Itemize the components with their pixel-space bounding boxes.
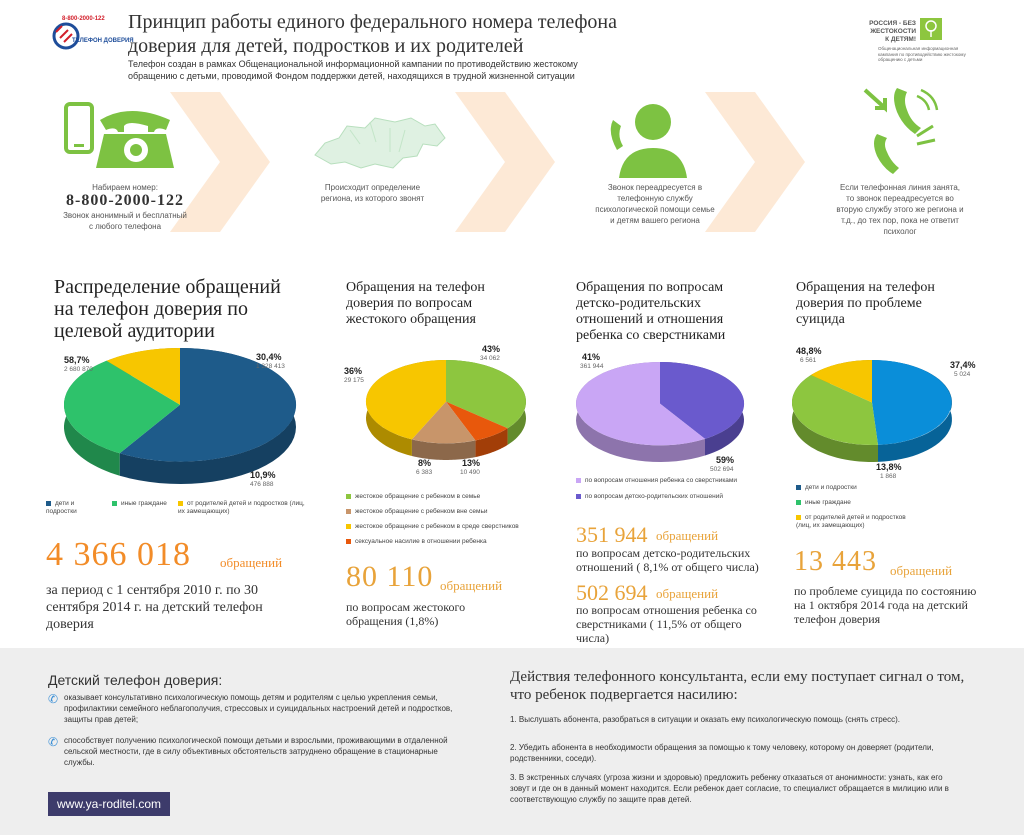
pie3-label-1: 48,8% <box>796 346 822 356</box>
pie0-count-1: 2 680 870 <box>64 366 93 373</box>
step-2-caption: Происходит определение региона, из которого звонят <box>320 183 425 203</box>
pie3-label-2: 37,4% <box>950 360 976 370</box>
tree-icon <box>920 18 942 40</box>
footer-right-item-1: 1. Выслушать абонента, разобраться в ситуации и оказать ему психологическую помощь (снять стресс). <box>510 715 901 724</box>
pie2-count-2: 361 944 <box>580 363 604 370</box>
campaign-logo <box>868 18 978 68</box>
section-1-big-number: 4 366 018 <box>46 536 191 573</box>
legend-2-item-1 <box>346 493 480 501</box>
pie1-count-3: 34 062 <box>480 355 500 362</box>
section-1-title: Распределение обращений на телефон доверия по целевой аудитории <box>54 276 281 342</box>
pie0-count-3: 476 888 <box>250 481 274 488</box>
legend-4-item-2 <box>796 499 851 507</box>
legend-2 <box>346 493 526 553</box>
legend-4-item-1 <box>796 484 857 492</box>
section-4-title: Обращения на телефон доверия по проблеме суицида <box>796 280 935 327</box>
legend-1-item-1 <box>46 500 106 516</box>
pie2-label-1: 59% <box>716 455 735 465</box>
pie1-label-4: 8% <box>418 458 432 468</box>
footer-left-item-2 <box>48 735 458 768</box>
legend-2-item-4 <box>346 538 487 546</box>
legend-swatch <box>796 485 801 490</box>
pie-chart-relations <box>574 360 746 464</box>
pie0-label-1: 58,7% <box>64 355 90 365</box>
pie0-label-2: 30,4% <box>256 352 282 362</box>
legend-1-text-3: от родителей детей и подростков (лиц, их замещающих) <box>178 500 305 515</box>
footer-right-item-2: 2. Убедить абонента в необходимости обращения за помощью к тому человеку, которому он доверяет (родители, родственники, соседи). <box>510 743 934 763</box>
legend-swatch <box>346 539 351 544</box>
step-2 <box>305 110 445 210</box>
step-4 <box>835 82 965 236</box>
logo-phone-text: 8-800-2000-122 <box>62 16 105 22</box>
legend-swatch <box>796 515 801 520</box>
section-4-unit: обращений <box>890 563 953 578</box>
pie0-label-3: 10,9% <box>250 470 276 480</box>
section-4-description: по проблеме суицида по состоянию на 1 октября 2014 года на детский телефон доверия <box>794 584 977 626</box>
section-1-description: за период с 1 сентября 2010 г. по 30 сентября 2014 г. на детский телефон доверия <box>46 583 263 632</box>
pie2-count-1: 502 694 <box>710 466 734 473</box>
logo-text: ТЕЛЕФОН ДОВЕРИЯ <box>72 38 134 44</box>
pie1-label-1: 36% <box>344 366 363 376</box>
step-1-number: 8-800-2000-122 <box>66 192 184 209</box>
legend-4-text-1: дети и подростки <box>805 484 857 491</box>
footer-right-item-3: 3. В экстренных случаях (угроза жизни и здоровью) предложить ребенку отказаться от анонимности: узнать, как его зовут и где он в данный момент находится. Если ребенок дает согласие, то специалист обращается в милицию или в соответствующую службу по защите прав детей. <box>510 773 949 804</box>
footer-left-title: Детский телефон доверия: <box>48 672 223 688</box>
section-3-desc-1: по вопросам детско-родительских отношений ( 8,1% от общего числа) <box>576 546 759 574</box>
section-2-big-number: 80 110 <box>346 560 434 593</box>
legend-2-text-4: сексуальное насилие в отношении ребенка <box>355 538 487 545</box>
footer-left-text-1: оказывает консультативно психологическую помощь детям и родителям с целью укрепления семьи, профилактики семейного неблагополучия, стрессовых и суицидальных настроений детей и подростков, защиты прав детей; <box>64 693 453 724</box>
section-2-description: по вопросам жестокого обращения (1,8%) <box>346 600 466 628</box>
pie2-label-2: 41% <box>582 352 601 362</box>
legend-3-text-2: по вопросам детско-родительских отношений <box>585 493 723 500</box>
section-3-number-2: 502 694 <box>576 580 648 605</box>
footer-left-text-2: способствует получению психологической помощи детьми и взрослыми, проживающими в отдаленной сельской местности, где в силу объективных обстоятельств затруднено обращение в стационарные службы. <box>64 736 448 767</box>
legend-1 <box>46 500 306 520</box>
legend-swatch <box>112 501 117 506</box>
section-3-unit-2: обращений <box>656 586 719 601</box>
legend-1-item-2 <box>112 500 168 508</box>
pie3-count-2: 5 024 <box>954 371 971 378</box>
section-2-title: Обращения на телефон доверия по вопросам жестокого обращения <box>346 280 485 327</box>
pie1-label-3: 43% <box>482 344 501 354</box>
legend-swatch <box>346 524 351 529</box>
section-3-desc-2: по вопросам отношения ребенка со сверстниками ( 11,5% от общего числа) <box>576 603 757 645</box>
legend-1-item-3 <box>178 500 308 516</box>
legend-2-text-2: жестокое обращение с ребенком вне семьи <box>355 508 488 515</box>
phones-redirect-icon <box>855 82 945 174</box>
campaign-logo-sub: Общенациональная информационная кампания по противодействию жестокому обращению с детьми <box>878 46 966 62</box>
legend-4-text-2: иные граждане <box>805 499 851 506</box>
legend-swatch <box>576 478 581 483</box>
operator-icon <box>605 100 695 178</box>
legend-swatch <box>178 501 183 506</box>
pie1-count-4: 6 383 <box>416 469 433 476</box>
legend-swatch <box>346 509 351 514</box>
section-3-title: Обращения по вопросам детско-родительских отношений и отношения ребенка со сверстниками <box>576 280 726 343</box>
legend-2-text-1: жестокое обращение с ребенком в семье <box>355 493 481 500</box>
legend-4-item-3 <box>796 514 916 530</box>
page-title: Принцип работы единого федерального номера телефона доверия для детей, подростков и их родителей <box>128 11 618 57</box>
legend-2-item-3 <box>346 523 519 531</box>
step-1-caption: Звонок анонимный и бесплатный с любого телефона <box>63 211 187 231</box>
legend-1-text-1: дети и подростки <box>46 500 77 515</box>
footer-right-title: Действия телефонного консультанта, если ему поступает сигнал о том, что ребенок подвергается насилию: <box>510 669 965 703</box>
website-link[interactable]: www.ya-roditel.com <box>48 792 170 816</box>
legend-2-item-2 <box>346 508 487 516</box>
section-3-unit-1: обращений <box>656 528 719 543</box>
pie0-count-2: 1 328 413 <box>256 363 285 370</box>
legend-4-text-3: от родителей детей и подростков (лиц, их замещающих) <box>796 514 906 529</box>
section-3-number-1: 351 944 <box>576 522 648 547</box>
pie1-count-2: 10 490 <box>460 469 480 476</box>
legend-swatch <box>796 500 801 505</box>
phone-logo <box>46 12 134 60</box>
legend-3-text-1: по вопросам отношения ребенка со сверстниками <box>585 477 738 484</box>
step-1 <box>50 98 210 233</box>
legend-1-text-2: иные граждане <box>121 500 167 507</box>
telephone-icon <box>60 98 180 178</box>
legend-4 <box>796 484 976 544</box>
pie3-count-1: 6 561 <box>800 357 817 364</box>
step-3-caption: Звонок переадресуется в телефонную службу психологической помощи семье и детям вашего региона <box>595 183 715 225</box>
section-1-unit: обращений <box>220 555 283 570</box>
legend-swatch <box>346 494 351 499</box>
section-2-unit: обращений <box>440 578 503 593</box>
pie3-label-3: 13,8% <box>876 462 902 472</box>
step-3 <box>585 100 725 235</box>
footer-left-item-1 <box>48 692 458 725</box>
section-4-big-number: 13 443 <box>794 546 877 577</box>
legend-2-text-3: жестокое обращение с ребенком в среде сверстников <box>355 523 519 530</box>
legend-3-item-2 <box>576 493 723 501</box>
pie3-count-3: 1 868 <box>880 473 897 480</box>
phone-bullet-icon: ✆ <box>48 692 59 706</box>
legend-3 <box>576 477 766 507</box>
phone-bullet-icon: ✆ <box>48 735 59 749</box>
campaign-logo-text: РОССИЯ - БЕЗ ЖЕСТОКОСТИ К ДЕТЯМ! <box>869 20 916 43</box>
pie1-count-1: 29 175 <box>344 377 364 384</box>
step-4-caption: Если телефонная линия занята, то звонок переадресуется во вторую службу этого же региона и т.д., до тех пор, пока не ответит психолог <box>836 183 964 236</box>
step-1-caption-top: Набираем номер: <box>92 183 158 192</box>
legend-swatch <box>576 494 581 499</box>
pie-chart-suicide <box>790 358 954 464</box>
russia-map-icon <box>310 110 440 180</box>
pie1-label-2: 13% <box>462 458 481 468</box>
legend-3-item-1 <box>576 477 737 485</box>
page-subtitle: Телефон создан в рамках Общенациональной информационной кампании по противодействию жестокому обращению с детьми, проводимой Фондом поддержки детей, находящихся в трудной жизненной ситуации <box>128 59 578 81</box>
legend-swatch <box>46 501 51 506</box>
pie-chart-abuse <box>364 358 528 462</box>
